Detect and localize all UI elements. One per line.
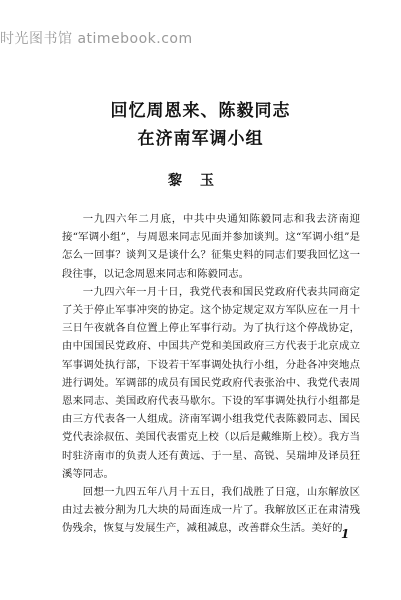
author-name: 黎玉 [168,173,232,189]
title-line-1: 回忆周恩来、陈毅同志 [110,101,291,121]
paragraph: 回想一九四五年八月十五日，我们战胜了日寇，山东解放区由过去被分割为几大块的局面连成一片了。我解放区正在肃清残伪残余，恢复与发展生产，减租减息，改善群众生活。美好的 [62,486,360,535]
article-body [62,210,360,538]
paragraph: 一九四六年二月底，中共中央通知陈毅同志和我去济南迎接“军调小组”，与周恩来同志见面并参加谈判。这“军调小组”是怎么一回事？谈判又是谈什么？征集史料的同志们要我回忆这一段往事，以记念周恩来同志和陈毅同志。 [62,213,360,280]
page-number: 1 [341,527,350,541]
paragraph: 一九四六年一月十日，我党代表和国民党政府代表共同商定了关于停止军事冲突的协定。这个协定规定双方军队应在一月十三日午夜就各自位置上停止军事行动。为了执行这个停战协定，由中国国民党政府、中国共产党和美国政府三方代表于北京成立军事调处执行部，下设若干军事调处执行小组，分赴各冲突地点进行调处。军调部的成员有国民党政府代表张治中、我党代表周恩来同志、美国政府代表马歇尔。下设的军事调处执行小组都是由三方代表各一人组成。济南军调小组我党代表陈毅同志、国民党代表涂叔伍、美国代表雷克上校（以后是戴维斯上校）。我方当时驻济南市的负责人还有黄远、于一星、高锐、吴瑞坤及译员狂溪等同志。 [62,285,360,480]
watermark: 时光图书馆 atimebook.com [0,31,193,47]
title-line-2: 在济南军调小组 [137,129,264,149]
